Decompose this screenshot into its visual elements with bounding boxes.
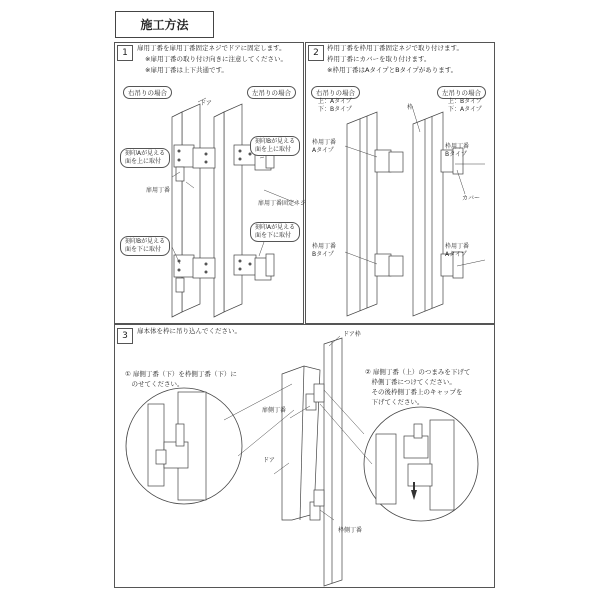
- step-2-illustration: [305, 42, 495, 324]
- step-1-stamp-b-down: 刻印Bが見える 面を下に取付: [120, 236, 170, 256]
- step-2-right-types: 上：Aタイプ 下：Bタイプ: [318, 98, 352, 113]
- step-2-frame-hinge-b: 枠用丁番 Bタイプ: [312, 243, 337, 258]
- step-2-line-2: 枠用丁番にカバーを取り付けます。: [327, 55, 431, 63]
- step-1-stamp-a-up: 刻印Aが見える 面を上に取付: [120, 148, 170, 168]
- step-2-frame-hinge-a-bottom: 枠用丁番 Aタイプ: [445, 243, 470, 258]
- step-1-stamp-b-up: 刻印Bが見える 面を上に取付: [250, 136, 300, 156]
- step-3-door-frame: ドア枠: [343, 331, 361, 338]
- step-2-right-case: 右吊りの場合: [311, 86, 360, 99]
- step-1-door-label: ドア: [200, 100, 212, 107]
- step-3-instruction-2: ② 扉側丁番（上）のつまみを下げて 枠側丁番につけてください。 その後枠側丁番上のキャップを 下げてください。: [365, 368, 471, 407]
- step-1-number: 1: [117, 45, 133, 61]
- step-2-left-case: 左吊りの場合: [437, 86, 486, 99]
- step-1-stamp-a-down: 刻印Aが見える 面を下に取付: [250, 222, 300, 242]
- step-2-frame-hinge-b-top: 枠用丁番 Bタイプ: [445, 143, 470, 158]
- step-1-right-case: 右吊りの場合: [123, 86, 172, 99]
- step-2-frame-hinge-a: 枠用丁番 Aタイプ: [312, 139, 337, 154]
- step-1-hinge-label: 扉用丁番: [146, 187, 171, 194]
- step-3-number: 3: [117, 328, 133, 344]
- step-3-frame-hinge: 枠側丁番: [338, 527, 363, 534]
- step-3-illustration: [114, 324, 495, 588]
- step-3-door-label: ドア: [263, 457, 275, 464]
- step-3-line: 扉本体を枠に吊り込んでください。: [137, 327, 241, 335]
- step-3-instruction-1: ① 扉側丁番（下）を枠側丁番（下）に のせてください。: [125, 370, 237, 389]
- step-1-screw-label: 扉用丁番固定ネジ: [258, 200, 307, 207]
- step-2-left-types: 上：Bタイプ 下：Aタイプ: [448, 98, 482, 113]
- step-1-line-1: 扉用丁番を扉用丁番固定ネジでドアに固定します。: [137, 44, 286, 52]
- step-1-line-2: ※扉用丁番の取り付け向きに注意してください。: [145, 55, 287, 63]
- step-1-line-3: ※扉用丁番は上下共通です。: [145, 66, 228, 74]
- step-2-line-3: ※枠用丁番はAタイプとBタイプがあります。: [327, 66, 458, 74]
- step-2-number: 2: [308, 45, 324, 61]
- step-3-door-hinge: 扉側丁番: [262, 407, 287, 414]
- step-2-frame-label: 枠: [407, 104, 414, 111]
- step-1-illustration: [114, 42, 307, 324]
- step-2-cover-label: カバー: [462, 195, 481, 202]
- step-2-line-1: 枠用丁番を枠用丁番固定ネジで取り付けます。: [327, 44, 463, 52]
- page-title: 施工方法: [115, 11, 214, 38]
- step-1-left-case: 左吊りの場合: [247, 86, 296, 99]
